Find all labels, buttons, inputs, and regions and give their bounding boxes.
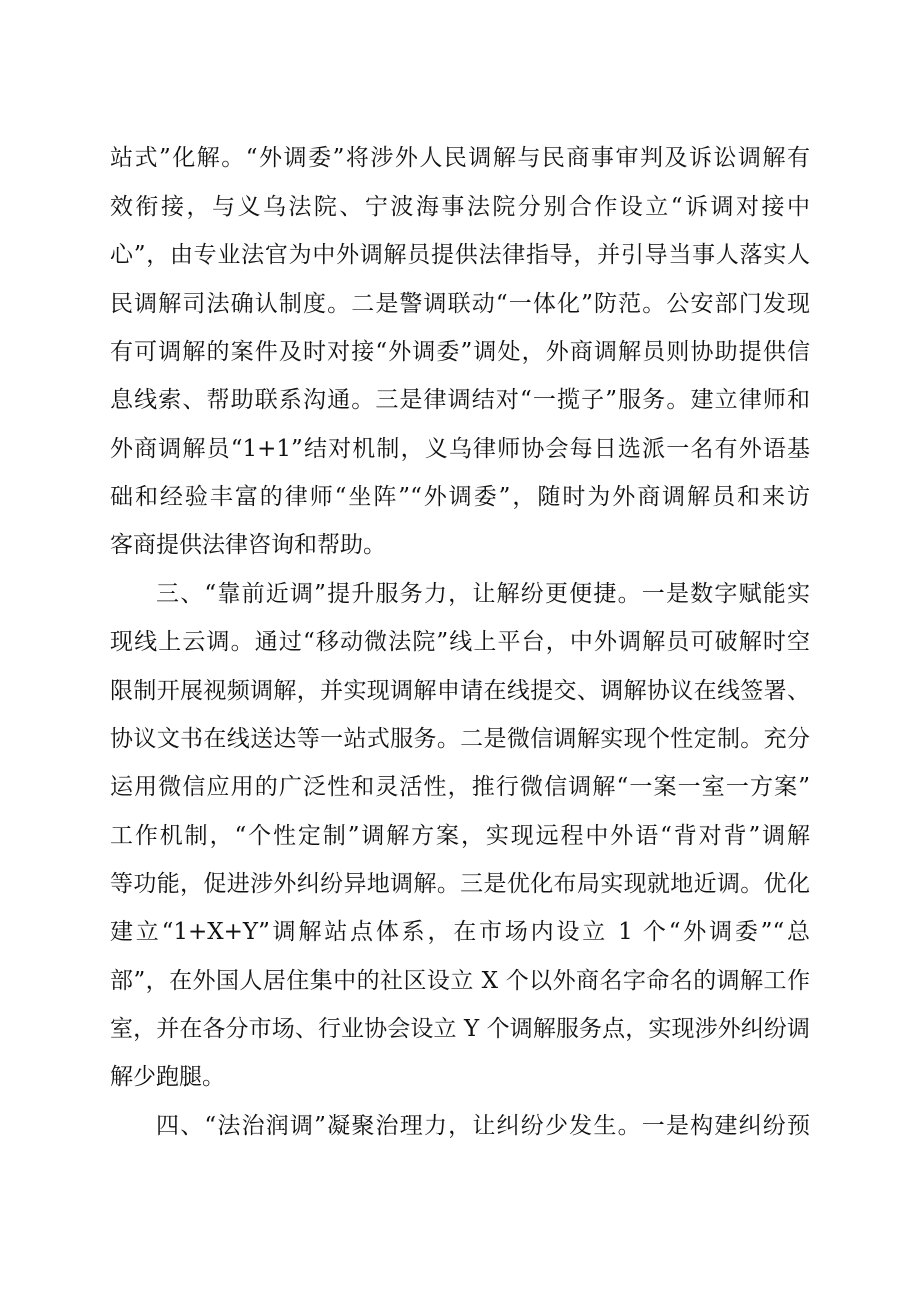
text-line: 室，并在各分市场、行业协会设立 Y 个调解服务点，实现涉外纠纷调 [110,1016,810,1042]
text-line: 现线上云调。通过“移动微法院”线上平台，中外调解员可破解时空 [110,629,810,655]
paragraph-heading-line: 四、“法治润调”凝聚治理力，让纠纷少发生。一是构建纠纷预 [156,1113,810,1139]
text-line: 息线索、帮助联系沟通。三是律调结对“一揽子”服务。建立律师和 [110,387,810,413]
text-line: 效衔接，与义乌法院、宁波海事法院分别合作设立“诉调对接中 [110,194,810,220]
text-line: 建立“1+X+Y”调解站点体系，在市场内设立 1 个“外调委”“总 [110,919,810,945]
text-line: 工作机制，“个性定制”调解方案，实现远程中外语“背对背”调解 [110,823,810,849]
text-line: 有可调解的案件及时对接“外调委”调处，外商调解员则协助提供信 [110,339,810,365]
text-line: 站式”化解。“外调委”将涉外人民调解与民商事审判及诉讼调解有 [110,145,810,171]
text-line: 民调解司法确认制度。二是警调联动“一体化”防范。公安部门发现 [110,291,810,317]
text-line: 协议文书在线送达等一站式服务。二是微信调解实现个性定制。充分 [110,726,810,752]
text-line: 心”，由专业法官为中外调解员提供法律指导，并引导当事人落实人 [110,242,810,268]
text-line: 等功能，促进涉外纠纷异地调解。三是优化布局实现就地近调。优化 [110,871,810,897]
text-line: 解少跑腿。 [110,1064,225,1090]
text-line: 部”，在外国人居住集中的社区设立 X 个以外商名字命名的调解工作 [110,968,810,994]
text-line: 运用微信应用的广泛性和灵活性，推行微信调解“一案一室一方案” [110,774,810,800]
paragraph-heading-line: 三、“靠前近调”提升服务力，让解纷更便捷。一是数字赋能实 [156,581,810,607]
text-line: 外商调解员“1+1”结对机制，义乌律师协会每日选派一名有外语基 [110,436,810,462]
text-line: 客商提供法律咨询和帮助。 [110,532,386,558]
text-line: 础和经验丰富的律师“坐阵”“外调委”，随时为外商调解员和来访 [110,484,810,510]
text-line: 限制开展视频调解，并实现调解申请在线提交、调解协议在线签署、 [110,678,810,704]
